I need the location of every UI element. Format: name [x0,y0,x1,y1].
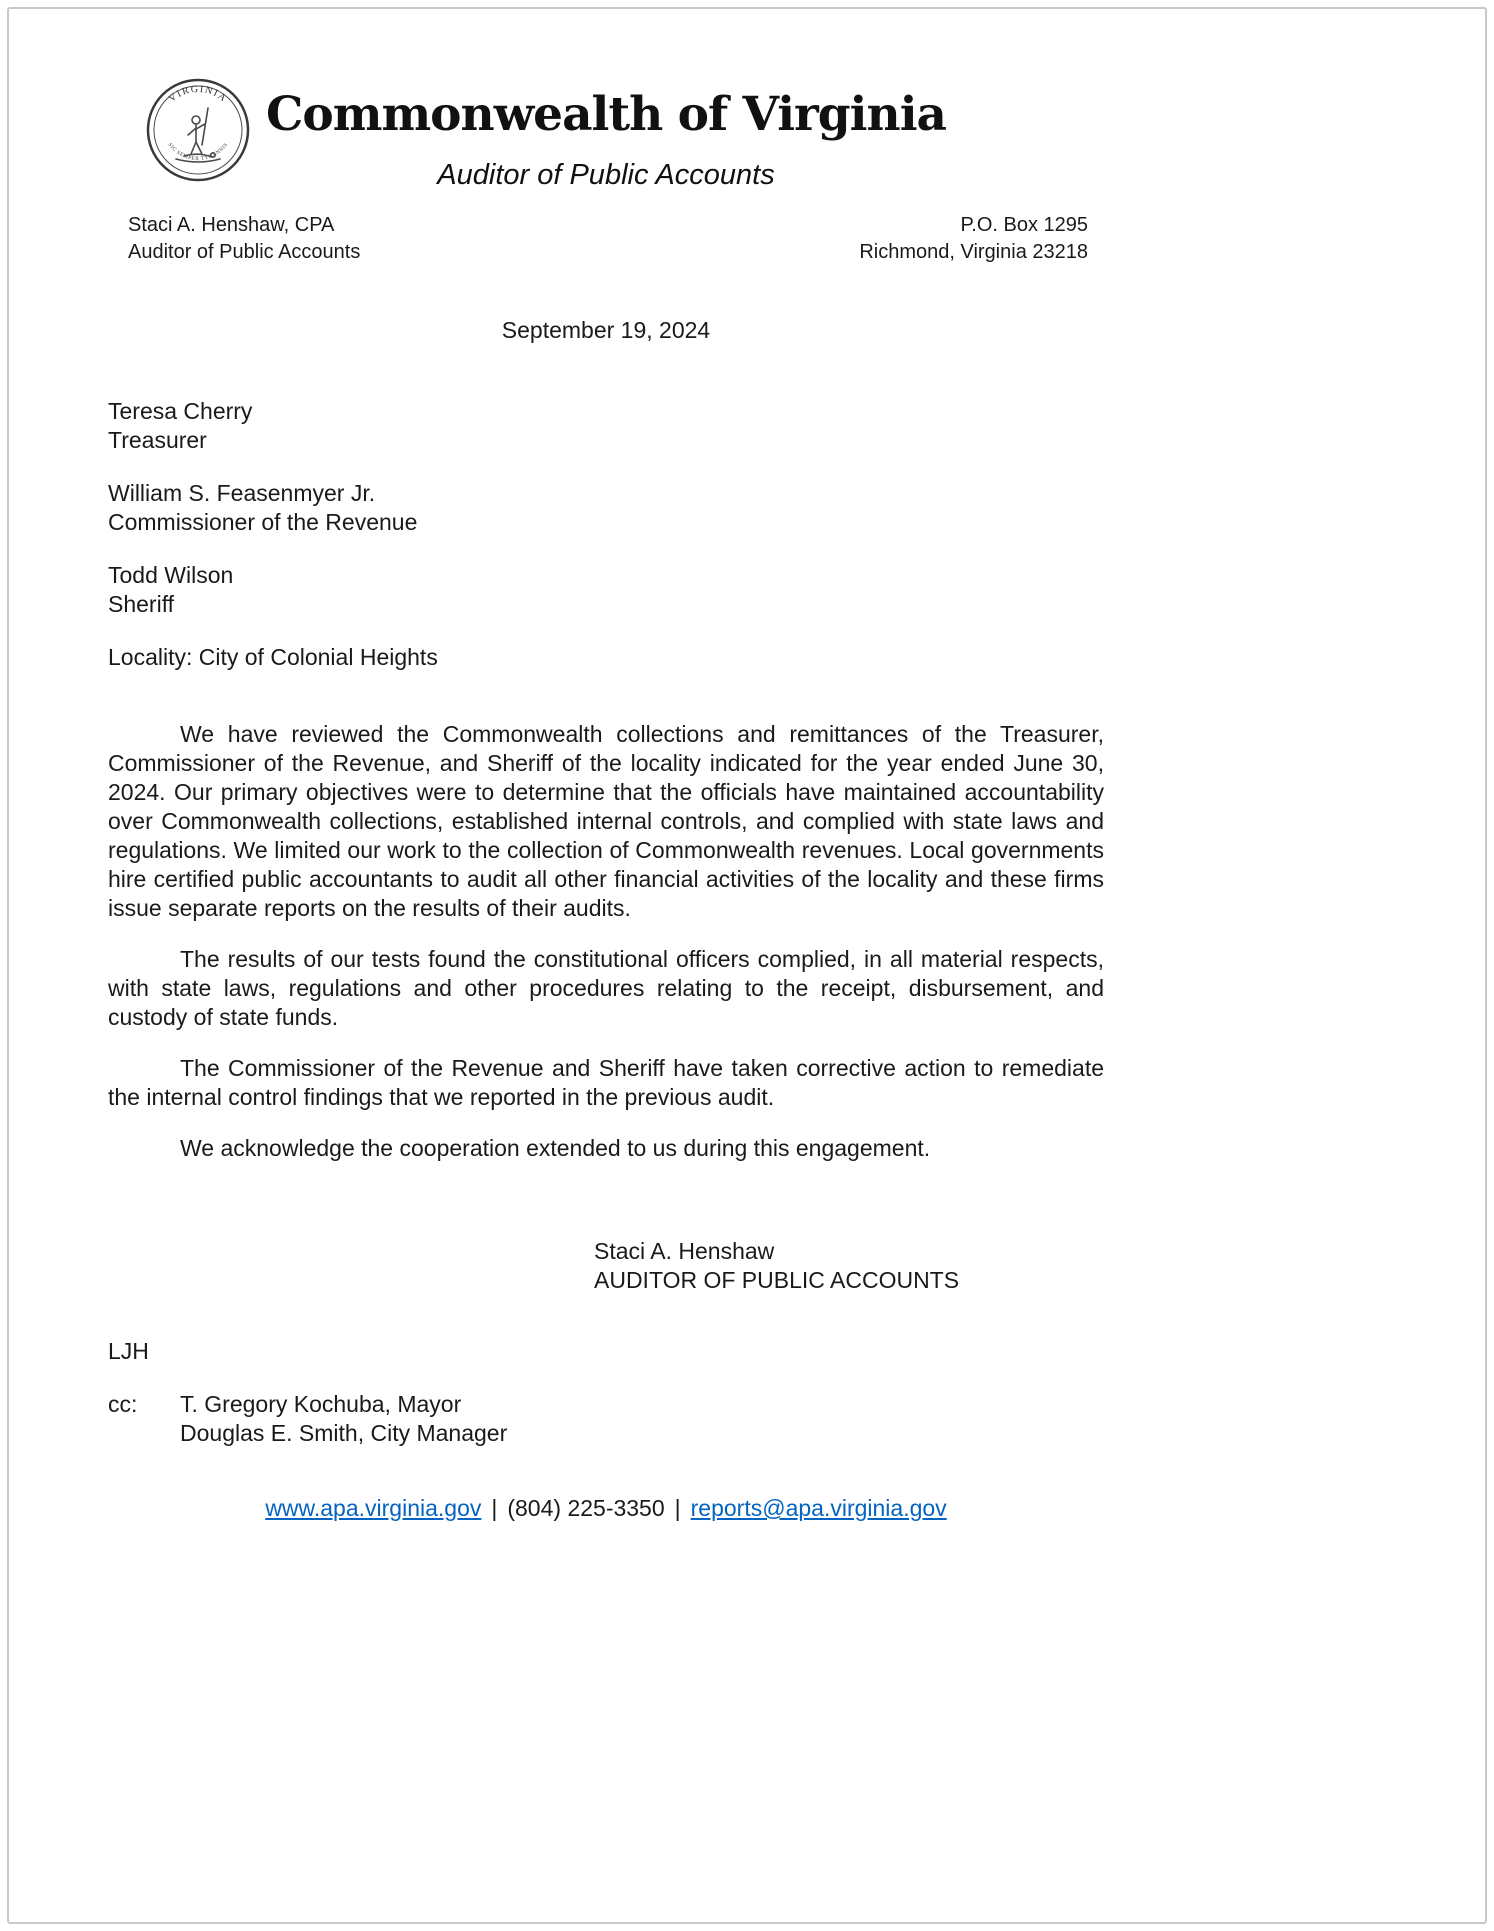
recipient-title: Sheriff [108,591,175,617]
locality-line: Locality: City of Colonial Heights [108,644,438,670]
letterhead-contact-row [108,212,1104,266]
address-city-state-zip: Richmond, Virginia 23218 [859,241,1088,263]
signer-name: Staci A. Henshaw [594,1238,775,1264]
office-address [859,212,1104,266]
letterhead [108,78,1104,266]
auditor-name: Staci A. Henshaw, CPA [128,214,335,236]
recipient-name: William S. Feasenmyer Jr. [108,480,376,506]
footer-separator: | [674,1495,681,1521]
cc-block [108,1390,1104,1448]
cc-name: Douglas E. Smith, City Manager [180,1420,508,1446]
auditor-title: Auditor of Public Accounts [128,241,361,263]
signer-title: AUDITOR OF PUBLIC ACCOUNTS [594,1267,960,1293]
recipient-name: Todd Wilson [108,562,234,588]
seal-outer-ring [148,80,248,180]
letter-date: September 19, 2024 [501,317,711,343]
body-paragraph: We have reviewed the Commonwealth collections and remittances of the Treasurer, Commissioner of the Revenue, and Sheriff of the locality indicated for the year ended June 30, 2024. Our primary objectives were to determine that the officials have maintained accountability over Commonwealth collections, established internal controls, and complied with state laws and regulations. We limited our work to the collection of Commonwealth revenues. Local governments hire certified public accountants to audit all other financial activities of the locality and these firms issue separate reports on the results of their audits. [108,721,1104,921]
auditor-identity [108,212,360,266]
virginia-state-seal-icon [146,78,250,182]
body-paragraph: The Commissioner of the Revenue and Sheriff have taken corrective action to remediate the internal control findings that we reported in the previous audit. [108,1055,1104,1110]
footer-phone: (804) 225-3350 [507,1495,665,1521]
seal-top-text: VIRGINIA [166,83,230,105]
recipient-block [108,479,1104,537]
organization-subtitle: Auditor of Public Accounts [437,159,775,191]
letter-footer [108,1494,1104,1523]
typist-initials: LJH [108,1338,149,1364]
cc-name: T. Gregory Kochuba, Mayor [180,1391,462,1417]
email-link[interactable]: reports@apa.virginia.gov [690,1495,947,1521]
signature-block [594,1237,1104,1295]
cc-names [180,1390,507,1448]
letter-body [108,720,1104,1163]
recipient-title: Treasurer [108,427,207,453]
body-paragraph: We acknowledge the cooperation extended to us during this engagement. [180,1135,931,1161]
recipient-block [108,397,1104,455]
organization-title: Commonwealth of Virginia [265,87,947,142]
recipient-title: Commissioner of the Revenue [108,509,418,535]
recipient-name: Teresa Cherry [108,398,253,424]
seal-bottom-text: SIC SEMPER TYRANNIS [166,141,230,163]
cc-label: cc: [108,1391,138,1417]
website-link[interactable]: www.apa.virginia.gov [265,1495,482,1521]
body-paragraph: The results of our tests found the constitutional officers complied, in all material respects, with state laws, regulations and other procedures relating to the receipt, disbursement, and custody of state funds. [108,946,1104,1030]
recipient-block [108,561,1104,619]
address-po-box: P.O. Box 1295 [960,214,1088,236]
footer-separator: | [491,1495,498,1521]
